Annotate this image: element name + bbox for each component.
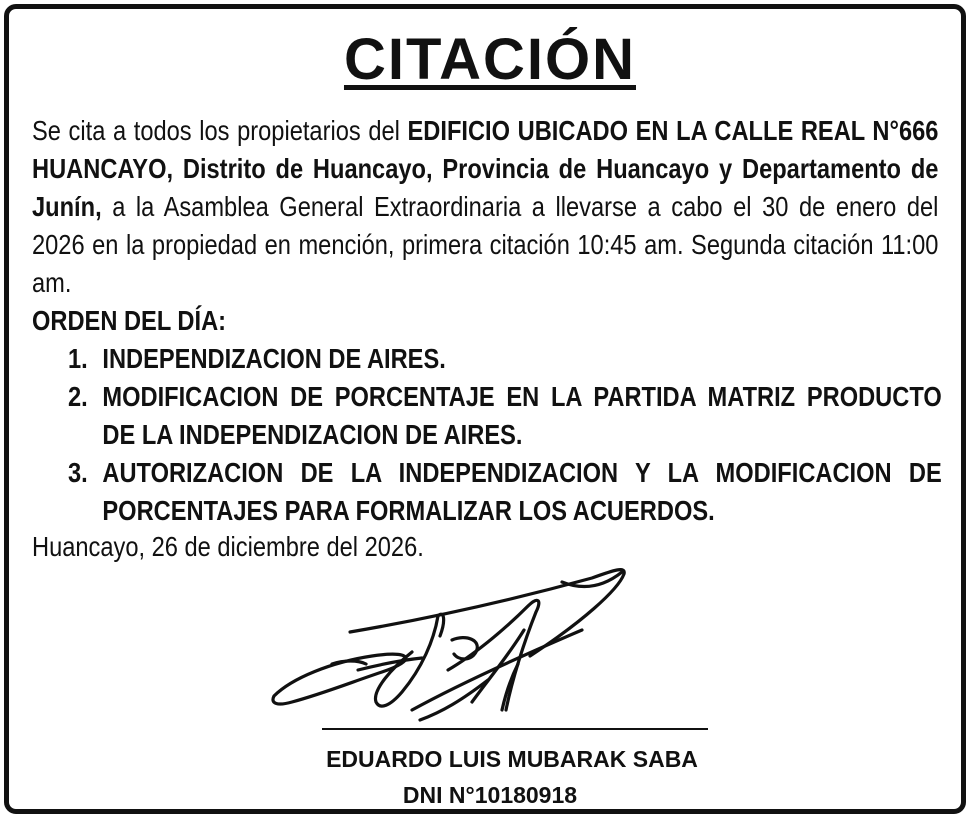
signature-line <box>322 728 708 730</box>
agenda-item-number: 3. <box>68 457 88 488</box>
signer-name: EDUARDO LUIS MUBARAK SABA <box>326 746 698 772</box>
intro-text-plain-2: a la Asamblea General Extraordinaria a llevarse a cabo el 30 de enero del 2026 en la propiedad en mención, primera citación 10:45 am. Segunda citación 11:00 am. <box>32 191 939 298</box>
agenda-item <box>68 340 942 378</box>
intro-text-bold-address: EDIFICIO UBICADO EN LA CALLE REAL N°666 HUANCAYO, Distrito de Huancayo, Provincia de Huancayo y Departamento de Junín, <box>32 115 939 222</box>
agenda-item <box>68 454 942 530</box>
agenda-item-text: INDEPENDIZACION DE AIRES. <box>102 343 446 374</box>
agenda-item <box>68 378 942 454</box>
handwritten-signature <box>262 560 642 730</box>
agenda-item-number: 2. <box>68 381 88 412</box>
agenda-item-text: MODIFICACION DE PORCENTAJE EN LA PARTIDA MATRIZ PRODUCTO DE LA INDEPENDIZACION DE AIRES. <box>102 381 942 450</box>
notice-intro-paragraph <box>32 112 938 302</box>
agenda-item-text: AUTORIZACION DE LA INDEPENDIZACION Y LA MODIFICACION DE PORCENTAJES PARA FORMALIZAR LOS ACUERDOS. <box>102 457 942 526</box>
notice-title: CITACIÓN <box>343 27 636 92</box>
signer-dni: DNI N°10180918 <box>402 782 578 808</box>
agenda-list <box>68 340 942 530</box>
place-and-date: Huancayo, 26 de diciembre del 2026. <box>32 531 424 562</box>
agenda-heading: ORDEN DEL DÍA: <box>32 305 227 336</box>
agenda-item-number: 1. <box>68 343 88 374</box>
intro-text-plain-1: Se cita a todos los propietarios del <box>32 115 408 146</box>
